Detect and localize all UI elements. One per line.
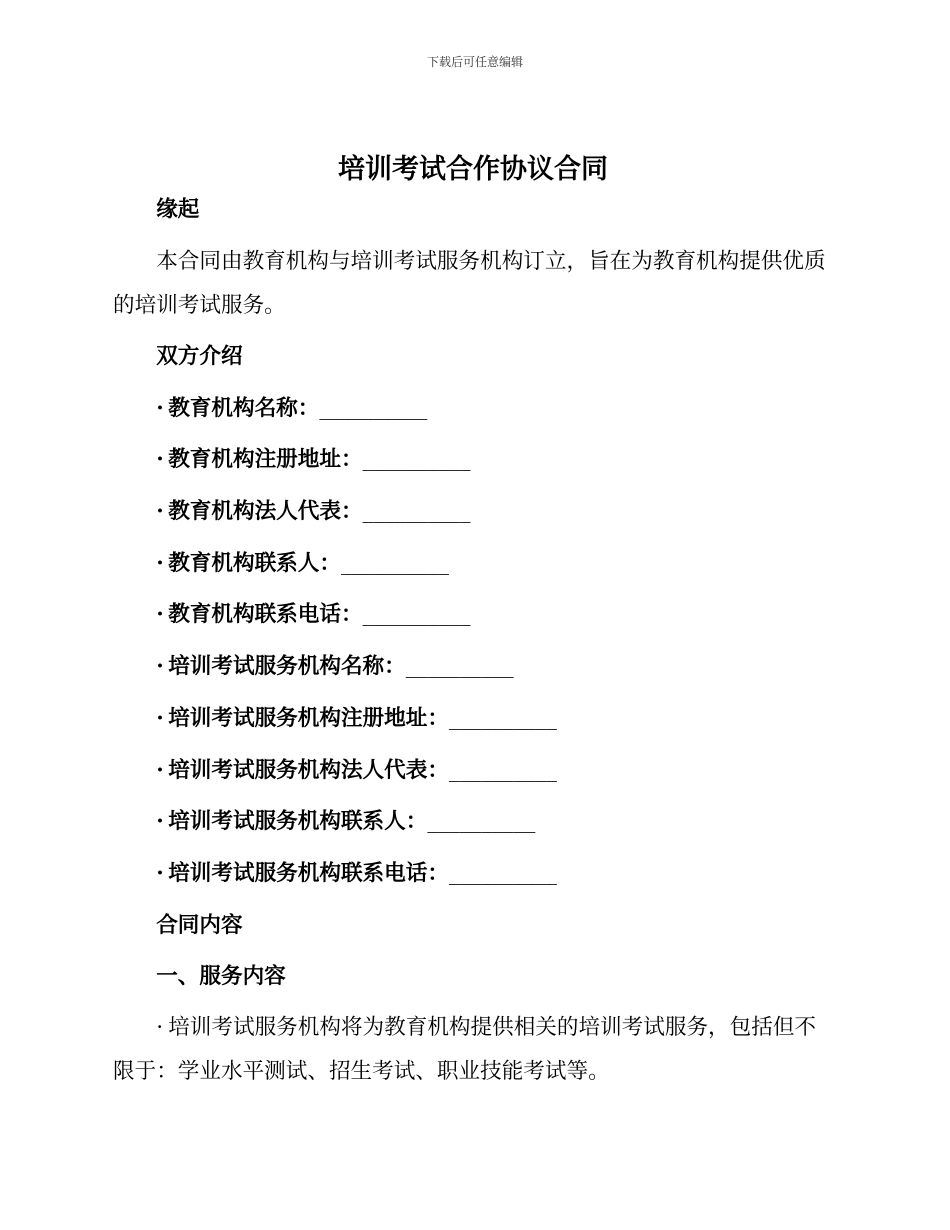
subsection-heading-service-content: 一、服务内容 — [156, 964, 286, 990]
field-label: 培训考试服务机构法人代表： — [168, 757, 449, 783]
bullet-marker: · — [156, 860, 164, 886]
fill-in-blank: __________ — [319, 395, 428, 421]
document-body — [113, 150, 833, 1094]
bullet-marker: · — [156, 602, 164, 628]
bullet-marker: · — [156, 1014, 164, 1040]
fill-in-blank: __________ — [448, 705, 557, 731]
field-label: 教育机构联系人： — [168, 550, 341, 576]
party-field-edu-phone — [113, 589, 833, 641]
service-content-paragraph — [113, 1006, 833, 1094]
service-content-text: 培训考试服务机构将为教育机构提供相关的培训考试服务，包括但不限于：学业水平测试、招生考试、职业技能考试等。 — [113, 1014, 817, 1084]
party-field-provider-contact — [113, 796, 833, 848]
party-field-provider-name — [113, 641, 833, 693]
field-label: 培训考试服务机构联系人： — [168, 809, 428, 835]
fill-in-blank: __________ — [340, 550, 449, 576]
document-title: 培训考试合作协议合同 — [338, 154, 608, 185]
origin-paragraph: 本合同由教育机构与培训考试服务机构订立，旨在为教育机构提供优质的培训考试服务。 — [113, 249, 826, 318]
party-field-provider-legal-rep — [113, 745, 833, 797]
field-label: 教育机构注册地址： — [168, 447, 363, 473]
bullet-marker: · — [156, 654, 164, 680]
party-field-provider-address — [113, 693, 833, 745]
field-label: 培训考试服务机构注册地址： — [168, 705, 449, 731]
party-field-edu-address — [113, 434, 833, 486]
fill-in-blank: __________ — [448, 757, 557, 783]
bullet-marker: · — [156, 395, 164, 421]
section-heading-origin: 缘起 — [156, 197, 200, 222]
section-heading-contract-content: 合同内容 — [156, 912, 243, 938]
fill-in-blank: __________ — [362, 447, 471, 473]
field-label: 教育机构名称： — [168, 395, 320, 421]
fill-in-blank: __________ — [362, 602, 471, 628]
bullet-marker: · — [156, 757, 164, 783]
bullet-marker: · — [156, 447, 164, 473]
fill-in-blank: __________ — [448, 860, 557, 886]
field-label: 培训考试服务机构名称： — [168, 654, 406, 680]
bullet-marker: · — [156, 809, 164, 835]
section-heading-parties: 双方介绍 — [156, 344, 243, 369]
field-label: 教育机构法人代表： — [168, 499, 363, 525]
bullet-marker: · — [156, 705, 164, 731]
field-label: 培训考试服务机构联系电话： — [168, 860, 449, 886]
bullet-marker: · — [156, 550, 164, 576]
fill-in-blank: __________ — [405, 654, 514, 680]
party-field-provider-phone — [113, 848, 833, 900]
party-field-edu-name — [113, 383, 833, 435]
fill-in-blank: __________ — [362, 499, 471, 525]
field-label: 教育机构联系电话： — [168, 602, 363, 628]
fill-in-blank: __________ — [427, 809, 536, 835]
party-field-edu-contact — [113, 538, 833, 590]
party-field-edu-legal-rep — [113, 486, 833, 538]
header-note: 下载后可任意编辑 — [426, 55, 523, 69]
bullet-marker: · — [156, 499, 164, 525]
